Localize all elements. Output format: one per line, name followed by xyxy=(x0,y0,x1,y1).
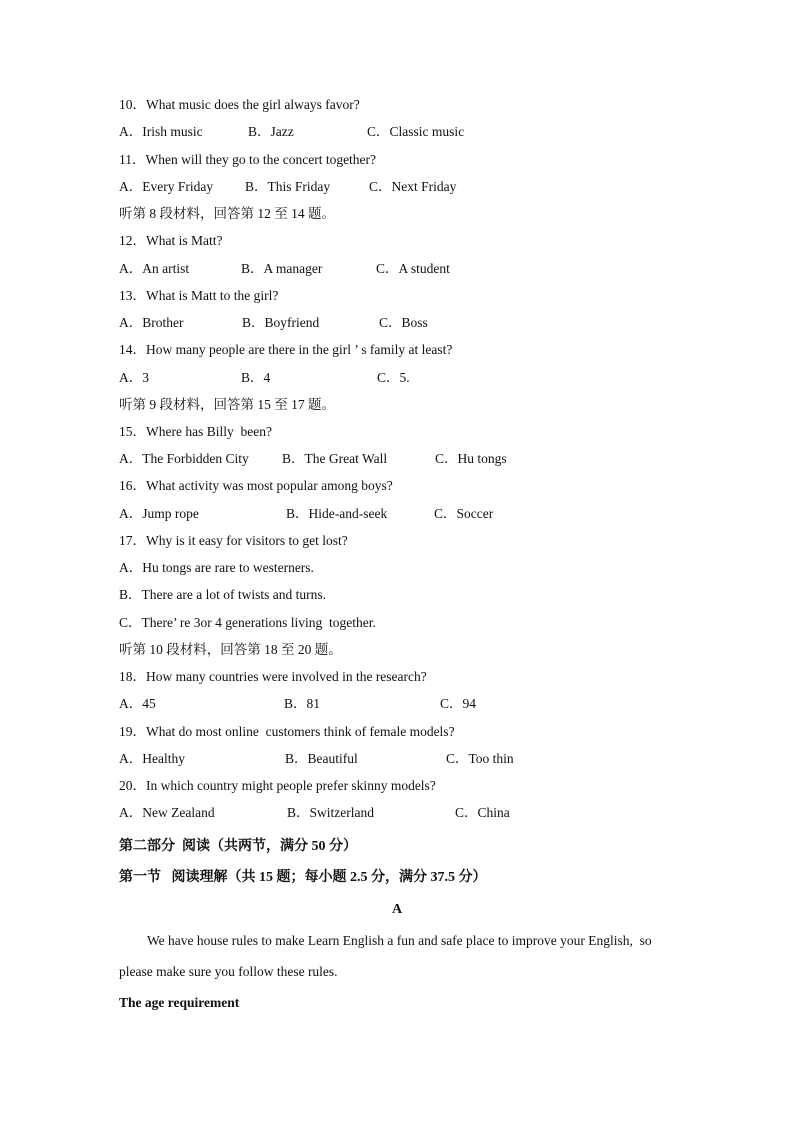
option-a: A．Jump rope xyxy=(119,506,199,521)
option-b: B．81 xyxy=(284,696,321,711)
question-13-stem: 13．What is Matt to the girl? xyxy=(119,288,279,303)
question-14-stem: 14．How many people are there in the girl ’ s family at least? xyxy=(119,342,453,357)
question-15-options xyxy=(119,450,507,468)
option-a: A．Irish music xyxy=(119,124,203,139)
option-c: C．Classic music xyxy=(367,124,465,139)
question-20-options xyxy=(119,804,510,822)
question-11-options xyxy=(119,178,457,196)
question-17-stem: 17．Why is it easy for visitors to get lost? xyxy=(119,533,348,548)
question-10-stem: 10．What music does the girl always favor? xyxy=(119,97,360,112)
section-note-8: 听第 8 段材料，回答第 12 至 14 题。 xyxy=(119,206,335,221)
question-14-options xyxy=(119,369,410,387)
option-a: A．Healthy xyxy=(119,751,185,766)
option-b: B．Switzerland xyxy=(287,805,374,820)
section-one-heading: 第一节 阅读理解（共 15 题；每小题 2.5 分，满分 37.5 分） xyxy=(119,870,487,885)
option-b: B．This Friday xyxy=(245,179,331,194)
question-17-option-b: B．There are a lot of twists and turns. xyxy=(119,587,326,602)
question-17-option-c: C．There’ re 3or 4 generations living together. xyxy=(119,615,376,630)
option-b: B．Boyfriend xyxy=(242,315,320,330)
passage-paragraph-line-1: We have house rules to make Learn English a fun and safe place to improve your English, so xyxy=(147,933,652,948)
part-two-heading: 第二部分 阅读（共两节，满分 50 分） xyxy=(119,839,357,854)
option-a: A．New Zealand xyxy=(119,805,215,820)
section-note-10: 听第 10 段材料，回答第 18 至 20 题。 xyxy=(119,642,342,657)
option-a: A．3 xyxy=(119,370,149,385)
rules-subheading: The age requirement xyxy=(119,995,240,1010)
question-15-stem: 15．Where has Billy been? xyxy=(119,424,272,439)
option-b: B．Hide-and-seek xyxy=(286,506,388,521)
option-a: A．The Forbidden City xyxy=(119,451,249,466)
question-11-stem: 11．When will they go to the concert together? xyxy=(119,152,377,167)
section-note-9: 听第 9 段材料，回答第 15 至 17 题。 xyxy=(119,397,335,412)
passage-letter: A xyxy=(391,902,403,917)
option-a: A．Brother xyxy=(119,315,184,330)
option-b: B．Jazz xyxy=(248,124,294,139)
option-a: A．45 xyxy=(119,696,156,711)
option-c: C．China xyxy=(455,805,510,820)
question-19-options xyxy=(119,750,514,768)
question-13-options xyxy=(119,314,428,332)
option-c: C．Soccer xyxy=(434,506,494,521)
option-c: C．94 xyxy=(440,696,477,711)
option-b: B．4 xyxy=(241,370,271,385)
option-c: C．Too thin xyxy=(446,751,514,766)
option-c: C．Hu tongs xyxy=(435,451,507,466)
question-20-stem: 20．In which country might people prefer skinny models? xyxy=(119,778,436,793)
option-c: C．Boss xyxy=(379,315,428,330)
question-12-options xyxy=(119,260,450,278)
question-16-options xyxy=(119,505,494,523)
option-c: C．Next Friday xyxy=(369,179,457,194)
option-b: B．The Great Wall xyxy=(282,451,388,466)
option-a: A．Every Friday xyxy=(119,179,214,194)
option-c: C．A student xyxy=(376,261,450,276)
question-18-options xyxy=(119,695,477,713)
option-b: B．A manager xyxy=(241,261,323,276)
question-10-options xyxy=(119,123,465,141)
question-16-stem: 16．What activity was most popular among boys? xyxy=(119,478,393,493)
question-17-option-a: A．Hu tongs are rare to westerners. xyxy=(119,560,314,575)
passage-paragraph-line-2: please make sure you follow these rules. xyxy=(119,964,338,979)
option-b: B．Beautiful xyxy=(285,751,358,766)
option-a: A．An artist xyxy=(119,261,190,276)
question-19-stem: 19．What do most online customers think of female models? xyxy=(119,724,455,739)
option-c: C．5. xyxy=(377,370,410,385)
question-12-stem: 12．What is Matt? xyxy=(119,233,223,248)
question-18-stem: 18．How many countries were involved in the research? xyxy=(119,669,427,684)
